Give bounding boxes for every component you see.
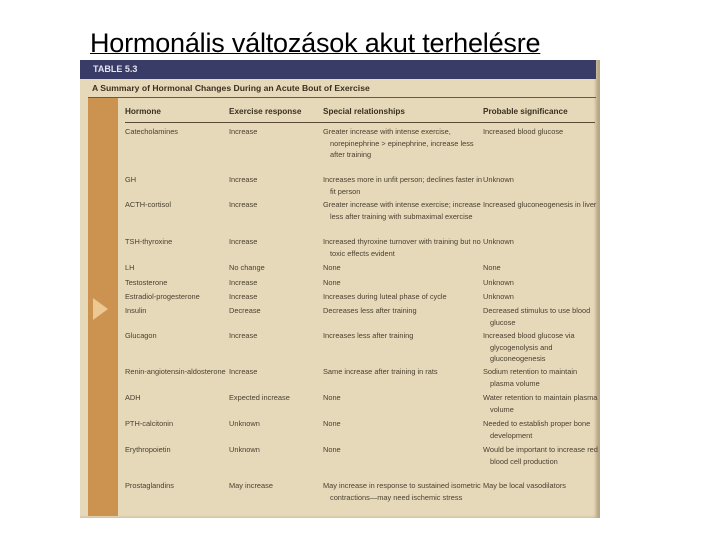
divider [88, 97, 596, 98]
response-cell: Decrease [229, 306, 261, 315]
response-cell: No change [229, 263, 265, 272]
hormone-cell: Catecholamines [125, 127, 178, 136]
relationships-cell: Increases during luteal phase of cycle [323, 292, 447, 301]
table-label-bar [80, 60, 596, 79]
slide-title: Hormonális változások akut terhelésre [90, 28, 541, 58]
hormone-cell: LH [125, 263, 135, 272]
table-header-row [125, 107, 595, 121]
response-cell: Unknown [229, 419, 260, 428]
response-cell: Increase [229, 237, 258, 246]
hormone-cell: PTH-calcitonin [125, 419, 174, 428]
header-exercise-response: Exercise response [229, 107, 302, 116]
response-cell: May increase [229, 481, 273, 490]
significance-cell: Unknown [483, 292, 514, 301]
significance-cell: Unknown [483, 278, 514, 287]
hormone-cell: Testosterone [125, 278, 168, 287]
divider [125, 122, 595, 123]
response-cell: Increase [229, 200, 258, 209]
response-cell: Increase [229, 292, 258, 301]
response-cell: Increase [229, 331, 258, 340]
relationships-cell: None [323, 445, 341, 454]
hormone-cell: TSH-thyroxine [125, 237, 173, 246]
significance-cell: None [483, 263, 501, 272]
hormone-cell: Glucagon [125, 331, 157, 340]
relationships-cell: Greater increase with intense exercise, norepinephrine > epinephrine, increase less after training [323, 127, 474, 159]
hormone-cell: GH [125, 175, 137, 184]
significance-cell: Increased gluconeogenesis in liver [483, 200, 597, 209]
relationships-cell: Increased thyroxine turnover with training but no toxic effects evident [323, 237, 481, 258]
relationships-cell: None [323, 263, 341, 272]
significance-cell: Increased blood glucose via glycogenolysis and gluconeogenesis [483, 331, 575, 363]
significance-cell: Unknown [483, 175, 514, 184]
response-cell: Unknown [229, 445, 260, 454]
significance-cell: Decreased stimulus to use blood glucose [483, 306, 591, 327]
significance-cell: Would be important to increase red blood cell production [483, 445, 598, 466]
response-cell: Increase [229, 127, 258, 136]
response-cell: Increase [229, 367, 258, 376]
scanned-table [80, 60, 600, 518]
hormone-cell: ADH [125, 393, 141, 402]
relationships-cell: Same increase after training in rats [323, 367, 438, 376]
hormone-cell: Renin-angiotensin-aldosterone [125, 367, 226, 376]
significance-cell: Needed to establish proper bone development [483, 419, 591, 440]
relationships-cell: None [323, 278, 341, 287]
hormone-cell: Erythropoietin [125, 445, 171, 454]
significance-cell: Increased blood glucose [483, 127, 564, 136]
table-caption: A Summary of Hormonal Changes During an Acute Bout of Exercise [92, 83, 370, 93]
significance-cell: Sodium retention to maintain plasma volume [483, 367, 578, 388]
hormone-cell: Insulin [125, 306, 147, 315]
relationships-cell: Greater increase with intense exercise; increase less after training with submaximal exercise [323, 200, 481, 221]
significance-cell: Water retention to maintain plasma volume [483, 393, 598, 414]
response-cell: Increase [229, 175, 258, 184]
hormone-cell: Prostaglandins [125, 481, 174, 490]
relationships-cell: Increases less after training [323, 331, 414, 340]
relationships-cell: None [323, 419, 341, 428]
header-special-relationships: Special relationships [323, 107, 405, 116]
relationships-cell: Increases more in unfit person; declines faster in fit person [323, 175, 482, 196]
relationships-cell: None [323, 393, 341, 402]
relationships-cell: May increase in response to sustained isometric contractions—may need ischemic stress [323, 481, 481, 502]
response-cell: Expected increase [229, 393, 290, 402]
triangle-arrow-icon [93, 298, 108, 320]
header-probable-significance: Probable significance [483, 107, 568, 116]
header-hormone: Hormone [125, 107, 161, 116]
response-cell: Increase [229, 278, 258, 287]
hormone-cell: Estradiol-progesterone [125, 292, 200, 301]
table-number: TABLE 5.3 [93, 64, 138, 74]
significance-cell: Unknown [483, 237, 514, 246]
significance-cell: May be local vasodilators [483, 481, 566, 490]
hormone-cell: ACTH-cortisol [125, 200, 171, 209]
relationships-cell: Decreases less after training [323, 306, 417, 315]
